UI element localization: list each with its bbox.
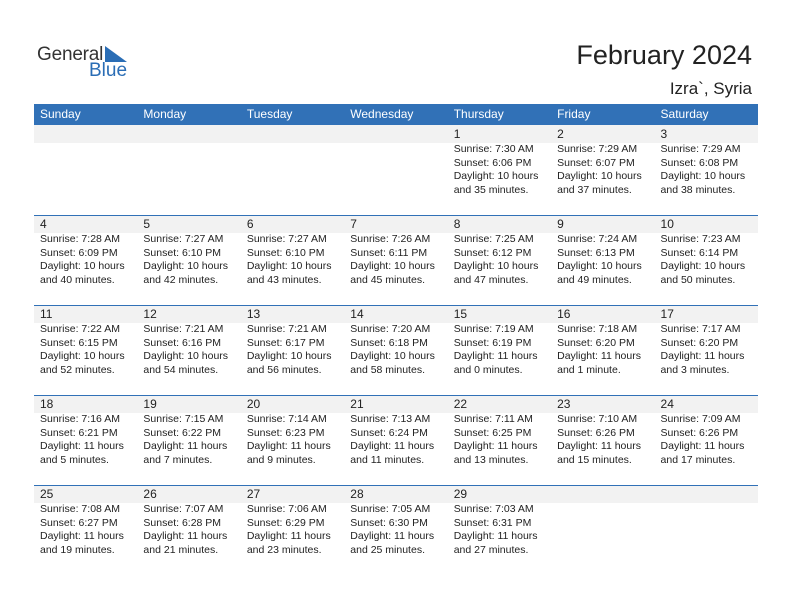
- sunrise-time: Sunrise: 7:10 AM: [557, 413, 638, 425]
- sunset-time: Sunset: 6:29 PM: [246, 516, 325, 529]
- daylight-minutes: and 35 minutes.: [453, 183, 529, 196]
- daylight-minutes: and 38 minutes.: [660, 183, 736, 196]
- sunset-time: Sunset: 6:08 PM: [660, 156, 739, 169]
- daylight-minutes: and 42 minutes.: [143, 273, 219, 286]
- sun-info: [143, 323, 240, 377]
- day-number: 20: [246, 397, 261, 411]
- day-number: 9: [557, 217, 564, 231]
- daylight-hours: Daylight: 10 hours: [453, 170, 539, 183]
- empty-day-cell: [137, 125, 240, 197]
- day-cell: [655, 215, 758, 287]
- week-cells: [34, 125, 758, 197]
- sunrise-time: Sunrise: 7:30 AM: [453, 143, 534, 155]
- sunrise-time: Sunrise: 7:19 AM: [453, 323, 534, 335]
- sunrise-time: Sunrise: 7:25 AM: [453, 233, 534, 245]
- sunrise-time: Sunrise: 7:28 AM: [40, 233, 120, 245]
- daylight-minutes: and 19 minutes.: [40, 543, 115, 556]
- empty-day-cell: [551, 485, 654, 557]
- sunset-time: Sunset: 6:07 PM: [557, 156, 635, 169]
- sun-info: [661, 143, 758, 197]
- day-cell: [551, 125, 654, 197]
- daylight-minutes: and 13 minutes.: [453, 453, 529, 466]
- daylight-hours: Daylight: 10 hours: [660, 170, 746, 183]
- sunset-time: Sunset: 6:10 PM: [143, 246, 222, 259]
- day-number: 8: [453, 217, 461, 231]
- day-number: 13: [246, 307, 261, 321]
- daylight-hours: Daylight: 11 hours: [246, 440, 331, 453]
- daylight-hours: Daylight: 10 hours: [350, 260, 435, 273]
- sun-info: [247, 323, 344, 377]
- empty-day-cell: [241, 125, 344, 197]
- daylight-minutes: and 56 minutes.: [246, 363, 322, 376]
- sunrise-time: Sunrise: 7:22 AM: [40, 323, 120, 335]
- day-cell: [137, 395, 240, 467]
- sunrise-time: Sunrise: 7:13 AM: [350, 413, 431, 425]
- logo-text-general: General: [37, 44, 104, 65]
- day-number: 29: [453, 487, 468, 501]
- sunrise-time: Sunrise: 7:17 AM: [660, 323, 741, 335]
- sunset-time: Sunset: 6:31 PM: [453, 516, 532, 529]
- daylight-hours: Daylight: 11 hours: [453, 350, 538, 363]
- day-number: 6: [246, 217, 254, 231]
- daylight-hours: Daylight: 10 hours: [350, 350, 435, 363]
- sunset-time: Sunset: 6:14 PM: [660, 246, 739, 259]
- sunrise-time: Sunrise: 7:05 AM: [350, 503, 431, 515]
- daylight-hours: Daylight: 10 hours: [246, 350, 332, 363]
- weekday-header: Friday: [557, 107, 591, 121]
- day-number: 27: [246, 487, 261, 501]
- sunset-time: Sunset: 6:18 PM: [350, 336, 428, 349]
- sun-info: [247, 503, 344, 557]
- daylight-minutes: and 50 minutes.: [660, 273, 736, 286]
- daylight-minutes: and 11 minutes.: [350, 453, 425, 466]
- logo: [37, 44, 137, 84]
- daylight-minutes: and 5 minutes.: [40, 453, 109, 466]
- daylight-minutes: and 23 minutes.: [246, 543, 322, 556]
- day-cell: [551, 215, 654, 287]
- sunset-time: Sunset: 6:30 PM: [350, 516, 428, 529]
- daylight-hours: Daylight: 11 hours: [40, 440, 124, 453]
- day-number: 18: [40, 397, 54, 411]
- daylight-minutes: and 45 minutes.: [350, 273, 425, 286]
- daylight-minutes: and 27 minutes.: [453, 543, 529, 556]
- daylight-hours: Daylight: 11 hours: [350, 440, 435, 453]
- sunset-time: Sunset: 6:06 PM: [453, 156, 532, 169]
- sun-info: [247, 233, 344, 287]
- sun-info: [557, 143, 654, 197]
- day-cell: [34, 395, 137, 467]
- empty-day-cell: [655, 485, 758, 557]
- daylight-minutes: and 1 minute.: [557, 363, 621, 376]
- day-cell: [551, 395, 654, 467]
- daylight-hours: Daylight: 11 hours: [350, 530, 435, 543]
- sunset-time: Sunset: 6:27 PM: [40, 516, 118, 529]
- daylight-hours: Daylight: 10 hours: [246, 260, 332, 273]
- sunrise-time: Sunrise: 7:15 AM: [143, 413, 224, 425]
- sun-info: [454, 323, 551, 377]
- sun-info: [661, 323, 758, 377]
- daylight-hours: Daylight: 11 hours: [557, 440, 641, 453]
- day-cell: [34, 215, 137, 287]
- sunrise-time: Sunrise: 7:18 AM: [557, 323, 638, 335]
- week-cells: [34, 485, 758, 557]
- sunrise-time: Sunrise: 7:23 AM: [660, 233, 741, 245]
- day-number: 10: [660, 217, 674, 231]
- sunset-time: Sunset: 6:16 PM: [143, 336, 222, 349]
- sunset-time: Sunset: 6:19 PM: [453, 336, 532, 349]
- day-number: 25: [40, 487, 54, 501]
- daylight-minutes: and 21 minutes.: [143, 543, 219, 556]
- sun-info: [557, 323, 654, 377]
- sun-info: [350, 323, 447, 377]
- daylight-minutes: and 3 minutes.: [660, 363, 730, 376]
- day-number: 23: [557, 397, 571, 411]
- day-number: 26: [143, 487, 157, 501]
- weekday-header: Sunday: [40, 107, 81, 121]
- day-number: 3: [660, 127, 668, 141]
- daylight-hours: Daylight: 10 hours: [660, 260, 746, 273]
- day-number: 17: [660, 307, 674, 321]
- daylight-minutes: and 58 minutes.: [350, 363, 425, 376]
- calendar-grid: [34, 104, 758, 575]
- day-cell: [344, 215, 447, 287]
- sun-info: [557, 413, 654, 467]
- daylight-hours: Daylight: 11 hours: [660, 440, 745, 453]
- daylight-hours: Daylight: 10 hours: [143, 350, 229, 363]
- sunrise-time: Sunrise: 7:26 AM: [350, 233, 431, 245]
- day-cell: [241, 305, 344, 377]
- location-subtitle: Izra`, Syria: [669, 79, 752, 98]
- sun-info: [454, 233, 551, 287]
- sun-info: [454, 143, 551, 197]
- sunset-time: Sunset: 6:23 PM: [246, 426, 325, 439]
- daylight-minutes: and 47 minutes.: [453, 273, 529, 286]
- sun-info: [661, 233, 758, 287]
- day-cell: [655, 305, 758, 377]
- calendar-week-row: [34, 485, 758, 575]
- day-number: 14: [350, 307, 364, 321]
- sunrise-time: Sunrise: 7:16 AM: [40, 413, 120, 425]
- daylight-minutes: and 7 minutes.: [143, 453, 213, 466]
- weekday-header: Wednesday: [350, 107, 414, 121]
- day-cell: [137, 215, 240, 287]
- sunrise-time: Sunrise: 7:29 AM: [557, 143, 638, 155]
- daylight-minutes: and 15 minutes.: [557, 453, 632, 466]
- sun-info: [247, 413, 344, 467]
- sunset-time: Sunset: 6:20 PM: [660, 336, 739, 349]
- weekday-header-row: [34, 104, 758, 125]
- day-cell: [241, 485, 344, 557]
- daylight-minutes: and 37 minutes.: [557, 183, 632, 196]
- day-number: 24: [660, 397, 674, 411]
- daylight-hours: Daylight: 11 hours: [557, 350, 641, 363]
- sunrise-time: Sunrise: 7:14 AM: [246, 413, 327, 425]
- sun-info: [454, 503, 551, 557]
- daylight-minutes: and 25 minutes.: [350, 543, 425, 556]
- weekday-header: Thursday: [453, 107, 504, 121]
- sun-info: [143, 233, 240, 287]
- week-cells: [34, 215, 758, 287]
- sunrise-time: Sunrise: 7:08 AM: [40, 503, 120, 515]
- sunset-time: Sunset: 6:10 PM: [246, 246, 325, 259]
- day-cell: [448, 395, 551, 467]
- sunrise-time: Sunrise: 7:06 AM: [246, 503, 327, 515]
- sunrise-time: Sunrise: 7:27 AM: [143, 233, 224, 245]
- day-cell: [344, 395, 447, 467]
- sunset-time: Sunset: 6:22 PM: [143, 426, 222, 439]
- daylight-hours: Daylight: 11 hours: [453, 440, 538, 453]
- daylight-hours: Daylight: 11 hours: [143, 530, 228, 543]
- day-cell: [448, 215, 551, 287]
- sunrise-time: Sunrise: 7:27 AM: [246, 233, 327, 245]
- sun-info: [661, 413, 758, 467]
- sunrise-time: Sunrise: 7:03 AM: [453, 503, 534, 515]
- day-cell: [344, 485, 447, 557]
- day-cell: [34, 305, 137, 377]
- sun-info: [40, 503, 137, 557]
- day-cell: [241, 215, 344, 287]
- daylight-minutes: and 17 minutes.: [660, 453, 736, 466]
- empty-day-cell: [34, 125, 137, 197]
- sun-info: [454, 413, 551, 467]
- daylight-hours: Daylight: 10 hours: [453, 260, 539, 273]
- daylight-hours: Daylight: 10 hours: [40, 350, 125, 363]
- sunset-time: Sunset: 6:26 PM: [557, 426, 635, 439]
- sunset-time: Sunset: 6:28 PM: [143, 516, 222, 529]
- daylight-hours: Daylight: 11 hours: [143, 440, 228, 453]
- empty-day-cell: [344, 125, 447, 197]
- day-cell: [448, 485, 551, 557]
- sun-info: [40, 233, 137, 287]
- weekday-header: Tuesday: [246, 107, 293, 121]
- calendar-week-row: [34, 305, 758, 395]
- daylight-hours: Daylight: 11 hours: [40, 530, 124, 543]
- sunrise-time: Sunrise: 7:24 AM: [557, 233, 638, 245]
- sunrise-time: Sunrise: 7:21 AM: [143, 323, 224, 335]
- daylight-hours: Daylight: 10 hours: [557, 260, 642, 273]
- day-number: 5: [143, 217, 151, 231]
- week-cells: [34, 395, 758, 467]
- daylight-hours: Daylight: 10 hours: [557, 170, 642, 183]
- sunset-time: Sunset: 6:17 PM: [246, 336, 325, 349]
- sun-info: [350, 503, 447, 557]
- day-cell: [655, 125, 758, 197]
- daylight-minutes: and 40 minutes.: [40, 273, 115, 286]
- sunset-time: Sunset: 6:25 PM: [453, 426, 532, 439]
- calendar-week-row: [34, 125, 758, 215]
- day-number: 2: [557, 127, 564, 141]
- weekday-header: Saturday: [660, 107, 709, 121]
- day-number: 16: [557, 307, 571, 321]
- sunrise-time: Sunrise: 7:21 AM: [246, 323, 327, 335]
- sunset-time: Sunset: 6:20 PM: [557, 336, 635, 349]
- day-number: 28: [350, 487, 364, 501]
- sun-info: [557, 233, 654, 287]
- day-cell: [448, 125, 551, 197]
- calendar-week-row: [34, 395, 758, 485]
- sunset-time: Sunset: 6:21 PM: [40, 426, 118, 439]
- day-cell: [137, 305, 240, 377]
- logo-text-blue: Blue: [89, 60, 128, 81]
- sun-info: [350, 233, 447, 287]
- daylight-hours: Daylight: 11 hours: [660, 350, 745, 363]
- day-number: 21: [350, 397, 364, 411]
- day-cell: [448, 305, 551, 377]
- day-cell: [655, 395, 758, 467]
- calendar-week-row: [34, 215, 758, 305]
- day-cell: [137, 485, 240, 557]
- week-cells: [34, 305, 758, 377]
- daylight-minutes: and 43 minutes.: [246, 273, 322, 286]
- day-number: 22: [453, 397, 468, 411]
- sunrise-time: Sunrise: 7:29 AM: [660, 143, 741, 155]
- sun-info: [143, 413, 240, 467]
- sunset-time: Sunset: 6:12 PM: [453, 246, 532, 259]
- daylight-hours: Daylight: 10 hours: [40, 260, 125, 273]
- day-cell: [241, 395, 344, 467]
- weekday-header: Monday: [143, 107, 187, 121]
- day-number: 4: [40, 217, 47, 231]
- sun-info: [143, 503, 240, 557]
- daylight-minutes: and 0 minutes.: [453, 363, 523, 376]
- sun-info: [40, 413, 137, 467]
- day-cell: [551, 305, 654, 377]
- sunset-time: Sunset: 6:26 PM: [660, 426, 739, 439]
- sunset-time: Sunset: 6:09 PM: [40, 246, 118, 259]
- daylight-minutes: and 49 minutes.: [557, 273, 632, 286]
- sunrise-time: Sunrise: 7:11 AM: [453, 413, 533, 425]
- daylight-hours: Daylight: 11 hours: [453, 530, 538, 543]
- daylight-hours: Daylight: 11 hours: [246, 530, 331, 543]
- sunset-time: Sunset: 6:15 PM: [40, 336, 118, 349]
- sunset-time: Sunset: 6:11 PM: [350, 246, 428, 259]
- sunrise-time: Sunrise: 7:07 AM: [143, 503, 224, 515]
- daylight-hours: Daylight: 10 hours: [143, 260, 229, 273]
- day-number: 19: [143, 397, 157, 411]
- sun-info: [40, 323, 137, 377]
- sunset-time: Sunset: 6:13 PM: [557, 246, 635, 259]
- sunrise-time: Sunrise: 7:20 AM: [350, 323, 431, 335]
- day-number: 15: [453, 307, 468, 321]
- sunrise-time: Sunrise: 7:09 AM: [660, 413, 741, 425]
- daylight-minutes: and 52 minutes.: [40, 363, 115, 376]
- sun-info: [350, 413, 447, 467]
- day-number: 12: [143, 307, 157, 321]
- daylight-minutes: and 9 minutes.: [246, 453, 316, 466]
- day-number: 11: [40, 307, 53, 321]
- day-number: 1: [453, 127, 461, 141]
- day-cell: [344, 305, 447, 377]
- sunset-time: Sunset: 6:24 PM: [350, 426, 428, 439]
- day-cell: [34, 485, 137, 557]
- page-title: February 2024: [576, 40, 752, 70]
- day-number: 7: [350, 217, 357, 231]
- daylight-minutes: and 54 minutes.: [143, 363, 219, 376]
